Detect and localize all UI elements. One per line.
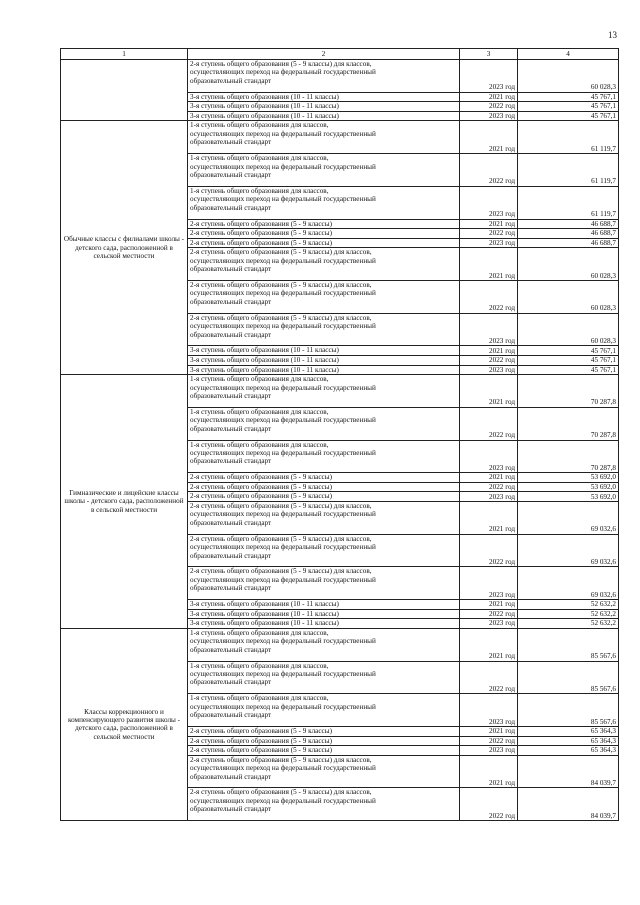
education-level-cell: 2-я ступень общего образования (5 - 9 классы) — [188, 473, 460, 483]
table-header — [61, 49, 619, 60]
year-cell: 2023 год — [460, 492, 518, 502]
table-row — [61, 375, 619, 408]
year-cell: 2022 год — [460, 102, 518, 112]
education-level-cell: 1-я ступень общего образования для классов, осуществляющих переход на федеральный государственный образовательный стандарт — [188, 440, 460, 473]
education-level-cell: 2-я ступень общего образования (5 - 9 классы) для классов, осуществляющих переход на федеральный государственный образовательный стандарт — [188, 281, 460, 314]
amount-cell: 46 688,7 — [518, 219, 619, 229]
education-level-cell: 1-я ступень общего образования для классов, осуществляющих переход на федеральный государственный образовательный стандарт — [188, 154, 460, 187]
amount-cell: 69 032,6 — [518, 534, 619, 567]
year-cell: 2021 год — [460, 375, 518, 408]
amount-cell: 61 119,7 — [518, 121, 619, 154]
education-level-cell: 2-я ступень общего образования (5 - 9 классы) — [188, 492, 460, 502]
education-level-cell: 3-я ступень общего образования (10 - 11 классы) — [188, 600, 460, 610]
year-cell: 2021 год — [460, 502, 518, 535]
amount-cell: 85 567,6 — [518, 628, 619, 661]
year-cell: 2022 год — [460, 407, 518, 440]
education-level-cell: 1-я ступень общего образования для классов, осуществляющих переход на федеральный государственный образовательный стандарт — [188, 628, 460, 661]
amount-cell: 70 287,8 — [518, 375, 619, 408]
year-cell: 2023 год — [460, 694, 518, 727]
table-row — [61, 628, 619, 661]
category-cell: Классы коррекционного и компенсирующего развития школы - детского сада, расположенной в сельской местности — [61, 628, 188, 820]
amount-cell: 84 039,7 — [518, 755, 619, 788]
education-level-cell: 1-я ступень общего образования для классов, осуществляющих переход на федеральный государственный образовательный стандарт — [188, 661, 460, 694]
amount-cell: 70 287,8 — [518, 407, 619, 440]
amount-cell: 45 767,1 — [518, 92, 619, 102]
year-cell: 2023 год — [460, 567, 518, 600]
amount-cell: 60 028,3 — [518, 60, 619, 93]
education-level-cell: 2-я ступень общего образования (5 - 9 классы) для классов, осуществляющих переход на федеральный государственный образовательный стандарт — [188, 502, 460, 535]
amount-cell: 69 032,6 — [518, 502, 619, 535]
education-level-cell: 3-я ступень общего образования (10 - 11 классы) — [188, 111, 460, 121]
amount-cell: 60 028,3 — [518, 281, 619, 314]
amount-cell: 85 567,6 — [518, 661, 619, 694]
education-level-cell: 2-я ступень общего образования (5 - 9 классы) — [188, 219, 460, 229]
education-level-cell: 3-я ступень общего образования (10 - 11 классы) — [188, 92, 460, 102]
amount-cell: 52 632,2 — [518, 600, 619, 610]
amount-cell: 46 688,7 — [518, 229, 619, 239]
year-cell: 2021 год — [460, 726, 518, 736]
budget-norms-table — [60, 48, 619, 821]
table-row — [61, 60, 619, 93]
column-header-4: 4 — [518, 49, 619, 60]
year-cell: 2022 год — [460, 154, 518, 187]
table-row — [61, 121, 619, 154]
year-cell: 2021 год — [460, 346, 518, 356]
education-level-cell: 2-я ступень общего образования (5 - 9 классы) для классов, осуществляющих переход на федеральный государственный образовательный стандарт — [188, 788, 460, 821]
year-cell: 2023 год — [460, 619, 518, 629]
amount-cell: 69 032,6 — [518, 567, 619, 600]
amount-cell: 52 632,2 — [518, 609, 619, 619]
amount-cell: 45 767,1 — [518, 355, 619, 365]
column-header-2: 2 — [188, 49, 460, 60]
amount-cell: 85 567,6 — [518, 694, 619, 727]
year-cell: 2021 год — [460, 473, 518, 483]
year-cell: 2021 год — [460, 600, 518, 610]
education-level-cell: 2-я ступень общего образования (5 - 9 классы) — [188, 736, 460, 746]
year-cell: 2023 год — [460, 313, 518, 346]
amount-cell: 70 287,8 — [518, 440, 619, 473]
amount-cell: 53 692,0 — [518, 492, 619, 502]
year-cell: 2022 год — [460, 661, 518, 694]
education-level-cell: 3-я ступень общего образования (10 - 11 классы) — [188, 619, 460, 629]
amount-cell: 45 767,1 — [518, 102, 619, 112]
year-cell: 2022 год — [460, 355, 518, 365]
education-level-cell: 1-я ступень общего образования для классов, осуществляющих переход на федеральный государственный образовательный стандарт — [188, 375, 460, 408]
year-cell: 2023 год — [460, 186, 518, 219]
education-level-cell: 3-я ступень общего образования (10 - 11 классы) — [188, 346, 460, 356]
amount-cell: 60 028,3 — [518, 248, 619, 281]
amount-cell: 61 119,7 — [518, 154, 619, 187]
category-cell: Обычные классы с филиалами школы - детского сада, расположенной в сельской местности — [61, 121, 188, 375]
amount-cell: 65 364,3 — [518, 736, 619, 746]
year-cell: 2022 год — [460, 229, 518, 239]
education-level-cell: 2-я ступень общего образования (5 - 9 классы) для классов, осуществляющих переход на федеральный государственный образовательный стандарт — [188, 567, 460, 600]
year-cell: 2023 год — [460, 111, 518, 121]
education-level-cell: 2-я ступень общего образования (5 - 9 классы) — [188, 238, 460, 248]
year-cell: 2023 год — [460, 365, 518, 375]
amount-cell: 65 364,3 — [518, 746, 619, 756]
year-cell: 2021 год — [460, 628, 518, 661]
education-level-cell: 1-я ступень общего образования для классов, осуществляющих переход на федеральный государственный образовательный стандарт — [188, 694, 460, 727]
table-body — [61, 60, 619, 821]
education-level-cell: 2-я ступень общего образования (5 - 9 классы) для классов, осуществляющих переход на федеральный государственный образовательный стандарт — [188, 755, 460, 788]
education-level-cell: 1-я ступень общего образования для классов, осуществляющих переход на федеральный государственный образовательный стандарт — [188, 186, 460, 219]
year-cell: 2023 год — [460, 238, 518, 248]
column-header-1: 1 — [61, 49, 188, 60]
amount-cell: 84 039,7 — [518, 788, 619, 821]
category-cell: Гимназические и лицейские классы школы - детского сада, расположенной в сельской местности — [61, 375, 188, 629]
year-cell: 2021 год — [460, 755, 518, 788]
amount-cell: 60 028,3 — [518, 313, 619, 346]
education-level-cell: 3-я ступень общего образования (10 - 11 классы) — [188, 609, 460, 619]
amount-cell: 45 767,1 — [518, 346, 619, 356]
category-cell — [61, 60, 188, 121]
education-level-cell: 2-я ступень общего образования (5 - 9 классы) для классов, осуществляющих переход на федеральный государственный образовательный стандарт — [188, 313, 460, 346]
amount-cell: 52 632,2 — [518, 619, 619, 629]
amount-cell: 65 364,3 — [518, 726, 619, 736]
education-level-cell: 2-я ступень общего образования (5 - 9 классы) — [188, 229, 460, 239]
education-level-cell: 2-я ступень общего образования (5 - 9 классы) — [188, 482, 460, 492]
year-cell: 2023 год — [460, 746, 518, 756]
education-level-cell: 2-я ступень общего образования (5 - 9 классы) для классов, осуществляющих переход на федеральный государственный образовательный стандарт — [188, 248, 460, 281]
education-level-cell: 2-я ступень общего образования (5 - 9 классы) для классов, осуществляющих переход на федеральный государственный образовательный стандарт — [188, 60, 460, 93]
year-cell: 2023 год — [460, 60, 518, 93]
year-cell: 2022 год — [460, 482, 518, 492]
year-cell: 2022 год — [460, 788, 518, 821]
education-level-cell: 2-я ступень общего образования (5 - 9 классы) для классов, осуществляющих переход на федеральный государственный образовательный стандарт — [188, 534, 460, 567]
year-cell: 2022 год — [460, 609, 518, 619]
year-cell: 2023 год — [460, 440, 518, 473]
education-level-cell: 2-я ступень общего образования (5 - 9 классы) — [188, 726, 460, 736]
amount-cell: 53 692,0 — [518, 473, 619, 483]
year-cell: 2021 год — [460, 92, 518, 102]
column-header-3: 3 — [460, 49, 518, 60]
page-number: 13 — [608, 30, 617, 40]
amount-cell: 61 119,7 — [518, 186, 619, 219]
header-row — [61, 49, 619, 60]
amount-cell: 53 692,0 — [518, 482, 619, 492]
amount-cell: 46 688,7 — [518, 238, 619, 248]
year-cell: 2022 год — [460, 534, 518, 567]
year-cell: 2021 год — [460, 121, 518, 154]
education-level-cell: 1-я ступень общего образования для классов, осуществляющих переход на федеральный государственный образовательный стандарт — [188, 407, 460, 440]
amount-cell: 45 767,1 — [518, 111, 619, 121]
education-level-cell: 3-я ступень общего образования (10 - 11 классы) — [188, 365, 460, 375]
year-cell: 2021 год — [460, 219, 518, 229]
year-cell: 2022 год — [460, 281, 518, 314]
education-level-cell: 3-я ступень общего образования (10 - 11 классы) — [188, 102, 460, 112]
education-level-cell: 1-я ступень общего образования для классов, осуществляющих переход на федеральный государственный образовательный стандарт — [188, 121, 460, 154]
education-level-cell: 3-я ступень общего образования (10 - 11 классы) — [188, 355, 460, 365]
year-cell: 2022 год — [460, 736, 518, 746]
year-cell: 2021 год — [460, 248, 518, 281]
education-level-cell: 2-я ступень общего образования (5 - 9 классы) — [188, 746, 460, 756]
amount-cell: 45 767,1 — [518, 365, 619, 375]
